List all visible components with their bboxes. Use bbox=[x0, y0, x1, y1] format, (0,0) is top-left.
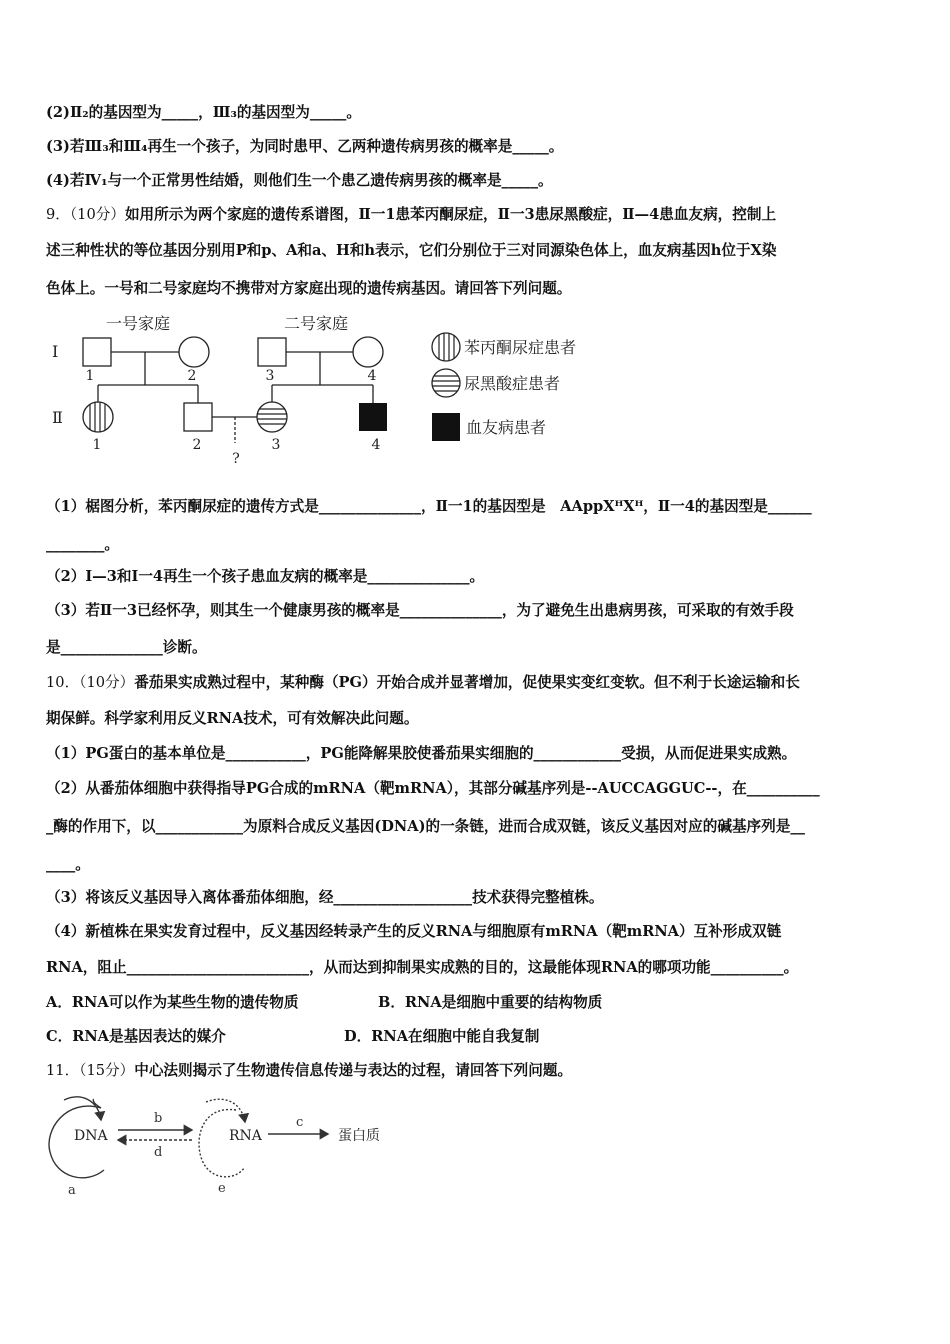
central-dogma-diagram bbox=[46, 1090, 406, 1200]
q9-stem-text: 如用所示为两个家庭的遗传系谱图，Ⅱ一1患苯丙酮尿症，Ⅱ一3患尿黑酸症，Ⅱ—4患血友病，控制上 bbox=[124, 206, 777, 223]
q8-part3: (3)若Ⅲ₃和Ⅲ₄再生一个孩子，为同时患甲、乙两种遗传病男孩的概率是_____。 bbox=[46, 138, 564, 155]
f1-i2-female bbox=[179, 337, 209, 367]
ii3-number: 3 bbox=[271, 437, 281, 453]
q10-number: 10．（10分） bbox=[46, 674, 135, 691]
q9-stem-line1 bbox=[46, 205, 776, 225]
q11-stem-text: 中心法则揭示了生物遗传信息传递与表达的过程，请回答下列问题。 bbox=[134, 1062, 573, 1079]
replication-arrow-e bbox=[206, 1099, 245, 1122]
q11-stem bbox=[46, 1061, 572, 1081]
legend-alkaptonuria-label: 尿黑酸症患者 bbox=[464, 374, 561, 393]
pedigree-chart bbox=[46, 305, 606, 475]
q8-part2: (2)Ⅱ₂的基因型为_____，Ⅲ₃的基因型为_____。 bbox=[46, 104, 361, 121]
ii4-male-hemophilia bbox=[359, 403, 387, 431]
q8-part4: (4)若Ⅳ₁与一个正常男性结婚，则他们生一个患乙遗传病男孩的概率是_____。 bbox=[46, 172, 553, 189]
f2-i3-male bbox=[258, 338, 286, 366]
ii2-number: 2 bbox=[192, 437, 202, 453]
family2-label: 二号家庭 bbox=[284, 314, 349, 333]
q10-part4-line1: （4）新植株在果实发育过程中，反义基因经转录产生的反义RNA与细胞原有mRNA（靶mRNA）互补形成双链 bbox=[46, 923, 782, 940]
q10-option-d: D．RNA在细胞中能自我复制 bbox=[344, 1028, 540, 1045]
q10-stem-line1 bbox=[46, 673, 800, 693]
label-c: c bbox=[296, 1115, 304, 1130]
q9-part2: （2）Ⅰ—3和Ⅰ一4再生一个孩子患血友病的概率是______________。 bbox=[46, 568, 485, 585]
family1-label: 一号家庭 bbox=[106, 314, 171, 333]
q10-part2-line1: （2）从番茄体细胞中获得指导PG合成的mRNA（靶mRNA），其部分碱基序列是--AUCCAGGUC--，在__________ bbox=[46, 780, 820, 797]
i4-number: 4 bbox=[367, 368, 377, 384]
q9-part3-line2: 是______________诊断。 bbox=[46, 639, 207, 656]
legend-pku-label: 苯丙酮尿症患者 bbox=[464, 338, 577, 357]
q10-part2-line2: _酶的作用下，以____________为原料合成反义基因(DNA)的一条链，进而合成双链，该反义基因对应的碱基序列是__ bbox=[46, 818, 805, 835]
i3-number: 3 bbox=[265, 368, 275, 384]
legend-pku-symbol bbox=[432, 333, 460, 361]
label-a: a bbox=[68, 1183, 76, 1198]
q10-stem-text: 番茄果实成熟过程中，某种酶（PG）开始合成并显著增加，促使果实变红变软。但不利于长途运输和长 bbox=[134, 674, 800, 691]
q10-part2-line3: ____。 bbox=[46, 856, 90, 873]
ii1-female-pku bbox=[83, 402, 113, 432]
q10-option-b: B．RNA是细胞中重要的结构物质 bbox=[378, 994, 603, 1011]
q9-part1-line2: ________。 bbox=[46, 536, 119, 553]
label-b: b bbox=[154, 1111, 163, 1126]
q9-stem-line2: 述三种性状的等位基因分别用P和p、A和a、H和h表示，它们分别位于三对同源染色体上，血友病基因h位于X染 bbox=[46, 242, 777, 259]
f2-i4-female bbox=[353, 337, 383, 367]
q10-part1: （1）PG蛋白的基本单位是___________，PG能降解果胶使番茄果实细胞的____________受损，从而促进果实成熟。 bbox=[46, 745, 797, 762]
i1-number: 1 bbox=[85, 368, 95, 384]
q10-option-c: C．RNA是基因表达的媒介 bbox=[46, 1028, 226, 1045]
rna-label: RNA bbox=[229, 1128, 262, 1144]
ii1-number: 1 bbox=[92, 437, 102, 453]
ii2-male bbox=[184, 403, 212, 431]
ii4-number: 4 bbox=[371, 437, 381, 453]
q10-part4-line2: RNA，阻止_________________________，从而达到抑制果实成熟的目的，这最能体现RNA的哪项功能__________。 bbox=[46, 959, 799, 976]
legend-hemophilia-label: 血友病患者 bbox=[466, 418, 547, 437]
i2-number: 2 bbox=[187, 368, 197, 384]
q9-stem-line3: 色体上。一号和二号家庭均不携带对方家庭出现的遗传病基因。请回答下列问题。 bbox=[46, 280, 572, 297]
q9-part1-line1: （1）椐图分析，苯丙酮尿症的遗传方式是______________，Ⅱ一1的基因型是 AAppXᴴXᴴ，Ⅱ一4的基因型是______ bbox=[46, 498, 812, 515]
q9-number: 9．（10分） bbox=[46, 206, 125, 223]
legend-alkaptonuria-symbol bbox=[432, 369, 460, 397]
legend-hemophilia-symbol bbox=[432, 413, 460, 441]
q11-number: 11．（15分） bbox=[46, 1062, 135, 1079]
label-e: e bbox=[218, 1181, 226, 1196]
dna-label: DNA bbox=[74, 1128, 108, 1144]
ii3-female-alkaptonuria bbox=[257, 402, 287, 432]
f1-i1-male bbox=[83, 338, 111, 366]
q10-part3: （3）将该反义基因导入离体番茄体细胞，经___________________技术获得完整植株。 bbox=[46, 889, 604, 906]
q10-option-a: A．RNA可以作为某些生物的遗传物质 bbox=[46, 994, 299, 1011]
replication-arrow-a bbox=[64, 1097, 101, 1120]
q9-part3-line1: （3）若Ⅱ一3已经怀孕，则其生一个健康男孩的概率是______________，为了避免生出患病男孩，可采取的有效手段 bbox=[46, 602, 794, 619]
unknown-child: ? bbox=[232, 451, 240, 467]
protein-label: 蛋白质 bbox=[338, 1128, 380, 1144]
generation-ii-label: Ⅱ bbox=[52, 408, 63, 427]
label-d: d bbox=[154, 1145, 163, 1160]
q10-stem-line2: 期保鲜。科学家利用反义RNA技术，可有效解决此问题。 bbox=[46, 710, 419, 727]
generation-i-label: Ⅰ bbox=[52, 342, 59, 361]
